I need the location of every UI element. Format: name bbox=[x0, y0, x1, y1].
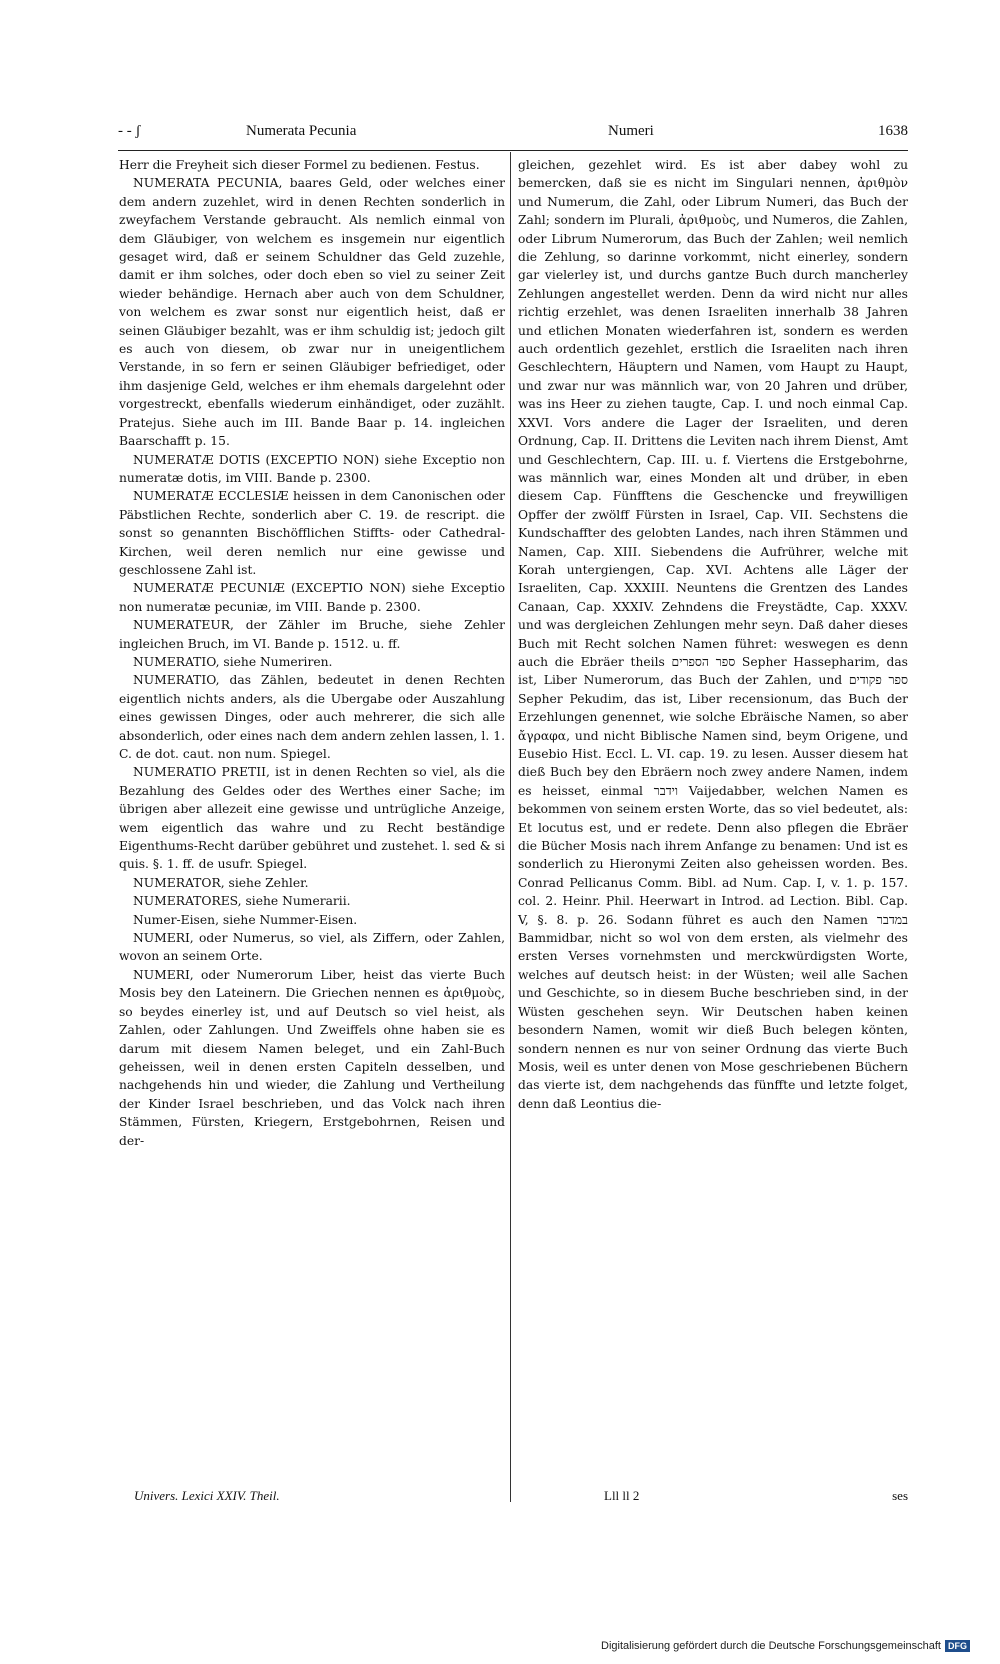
header-title-left: Numerata Pecunia bbox=[246, 123, 357, 139]
entry-numerator: NUMERATOR, siehe Zehler. bbox=[133, 875, 309, 890]
paragraph: Herr die Freyheit sich dieser Formel zu bedienen. Festus. bbox=[119, 158, 480, 172]
header-left-mark: - - ʃ bbox=[118, 123, 141, 139]
credit-text: Digitalisierung gefördert durch die Deutsche Forschungsgemeinschaft bbox=[601, 1640, 941, 1652]
right-column bbox=[518, 156, 908, 1113]
entry-numeratae-ecclesiae: NUMERATÆ ECCLESIÆ heissen in dem Canonischen oder Päbstlichen Rechte, sonderlich aber C. 19. de rescript. die sonst so genannten Bischöfflichen Stiffts- oder Cathedral-Kirchen, weil deren nemlich nur eine gewisse und geschlossene Zahl ist. bbox=[119, 489, 505, 577]
entry-numeratae-pecuniae: NUMERATÆ PECUNIÆ (EXCEPTIO NON) siehe Exceptio non numeratæ pecuniæ, im VIII. Bande p. 2300. bbox=[119, 581, 505, 614]
footer bbox=[118, 1488, 908, 1508]
entry-numeri-liber: NUMERI, oder Numerorum Liber, heist das vierte Buch Mosis bey den Lateinern. Die Griechen nennen es ἀριθμοὺς, so beydes einerley ist, und auf Deutsch so viel heist, als Zahlen, oder Zahlungen. Und Zweiffels ohne haben sie es darum mit diesem Namen beleget, und ein Zahl-Buch geheissen, weil in denen ersten Capiteln desselben, und nachgehends hin und wieder, die Zahlung und Vertheilung der Kinder Israel beschrieben, und das Volck nach ihren Stämmen, Fürsten, Kriegern, Erstgebohrnen, Reisen und der- bbox=[119, 967, 505, 1148]
column-divider bbox=[510, 152, 511, 1502]
entry-numeratio-ref: NUMERATIO, siehe Numeriren. bbox=[133, 654, 333, 669]
footer-catchword: ses bbox=[892, 1488, 908, 1503]
entry-numer-eisen: Numer-Eisen, siehe Nummer-Eisen. bbox=[133, 912, 358, 927]
entry-numeri-numerus: NUMERI, oder Numerus, so viel, als Ziffern, oder Zahlen, wovon an seinem Orte. bbox=[119, 931, 505, 964]
left-column bbox=[119, 156, 505, 1150]
running-head bbox=[118, 123, 908, 145]
footer-signature: Univers. Lexici XXIV. Theil. bbox=[134, 1488, 280, 1503]
page-number: 1638 bbox=[878, 123, 908, 139]
footer-sheet-mark: Lll ll 2 bbox=[604, 1488, 640, 1503]
entry-numeratae-dotis: NUMERATÆ DOTIS (EXCEPTIO NON) siehe Exceptio non numeratæ dotis, im VIII. Bande p. 2300. bbox=[119, 452, 505, 485]
entry-numeratio: NUMERATIO, das Zählen, bedeutet in denen Rechten eigentlich nichts anders, als die Ubergabe oder Auszahlung eines gewissen Dinges, oder auch mehrerer, die sich alle absonderlich, oder eines nach dem andern zehlen lassen, l. 1. C. de dot. caut. non num. Spiegel. bbox=[119, 673, 505, 761]
entry-numeratio-pretii: NUMERATIO PRETII, ist in denen Rechten so viel, als die Bezahlung des Geldes oder des Werthes einer Sache; im übrigen aber allezeit eine gewisse und untrügliche Anzeige, wem eigentlich das wahre und zu Recht beständige Eigenthums-Recht darüber gebühret und zustehet. l. sed & si quis. §. 1. ff. de usufr. Spiegel. bbox=[119, 765, 505, 872]
header-title-right: Numeri bbox=[608, 123, 654, 139]
digitization-credit bbox=[601, 1640, 970, 1652]
entry-numerata-pecunia: NUMERATA PECUNIA, baares Geld, oder welches einer dem andern zuzehlet, wird in denen Rechten sonderlich in zweyfachem Verstande gebraucht. Als nemlich einmal von dem Gläubiger, von welchem es insgemein nur eigentlich gesaget wird, daß er seinem Schuldner das Geld zuzehle, damit er ihm solches, oder doch eben so viel zu seiner Zeit wieder behändige. Hernach aber auch von dem Schuldner, von welchem es zwar sonst nur eigentlich heist, daß er seinen Gläubiger bezahlt, was er ihm schuldig ist; jedoch gilt es auch von diesem, ob zwar nur in uneigentlichem Verstande, in so fern er seinen Gläubiger befriediget, oder ihm dasjenige Geld, welches er ihm ehemals dargelehnt oder vorgestreckt, ebenfalls wiederum einhändiget, oder zuzählt. Pratejus. Siehe auch im III. Bande Baar p. 14. ingleichen Baarschafft p. 15. bbox=[119, 176, 505, 449]
entry-numerateur: NUMERATEUR, der Zähler im Bruche, siehe Zehler ingleichen Bruch, im VI. Bande p. 1512. u. ff. bbox=[119, 618, 505, 651]
entry-numeratores: NUMERATORES, siehe Numerarii. bbox=[133, 894, 351, 909]
dfg-logo: DFG bbox=[945, 1640, 970, 1652]
header-rule bbox=[118, 150, 908, 151]
paragraph-continued: gleichen, gezehlet wird. Es ist aber dabey wohl zu bemercken, daß sie es nicht im Singulari nennen, ἀριθμὸν und Numerum, die Zahl, oder Librum Numeri, das Buch der Zahl; sondern im Plurali, ἀριθμοὺς, und Numeros, die Zahlen, oder Librum Numerorum, das Buch der Zahlen; weil nemlich die Zehlung, so darinne vorkommt, nicht einerley, sondern gar vielerley ist, und durchs gantze Buch durch mancherley Zehlungen angestellet werden. Denn da wird nicht nur alles richtig erzehlet, was denen Israeliten innerhalb 38 Jahren und etlichen Monaten wiederfahren ist, sondern es werden auch ordentlich gezehlet, erstlich die Israeliten nach ihren Geschlechtern, Häuptern und Namen, vom Haupt zu Haupt, und zwar nur was männlich war, von 20 Jahren und drüber, was ins Heer zu ziehen taugte, Cap. I. und noch einmal Cap. XXVI. Vors andere die Lager der Israeliten, und deren Ordnung, Cap. II. Drittens die Leviten nach ihrem Dienst, Amt und Geschlechtern, Cap. III. u. f. Viertens die Erstgebohrne, was männlich war, eines Monden alt und drüber, in eben diesem Cap. Fünfftens die Geschencke und freywilligen Opffer der zwölff Fürsten in Israel, Cap. VII. Sechstens die Kundschaffter des gelobten Landes, nach ihren Stämmen und Namen, Cap. XIII. Siebendens die Aufrührer, welche mit Korah untergiengen, Cap. XVI. Achtens alle Läger der Israeliten, Cap. XXXIII. Neuntens die Grentzen des Landes Canaan, Cap. XXXIV. Zehndens die Freystädte, Cap. XXXV. und was dergleichen Zehlungen mehr seyn. Daß daher dieses Buch mit Recht solchen Namen führet: weswegen es denn auch die Ebräer theils ספר הספרים Sepher Hassepharim, das ist, Liber Numerorum, das Buch der Zahlen, und ספר פקודים Sepher Pekudim, das ist, Liber recensionum, das Buch der Erzehlungen genennet, wie solche Ebräische Namen, so aber ἄγραφα, und nicht Biblische Namen sind, beym Origene, und Eusebio Hist. Eccl. L. VI. cap. 19. zu lesen. Ausser diesem hat dieß Buch bey den Ebräern noch zwey andere Namen, indem es heisset, einmal וידבר Vaijedabber, welchen Namen es bekommen von seinem ersten Worte, das so viel bedeutet, als: Et locutus est, und er redete. Denn also pflegen die Ebräer die Bücher Mosis nach ihrem Anfange zu benamen: Und ist es sonderlich zu Hieronymi Zeiten also geheissen worden. Bes. Conrad Pellicanus Comm. Bibl. ad Num. Cap. I, v. 1. p. 157. col. 2. Heinr. Phil. Heerwart in Introd. ad Lection. Bibl. Cap. V, §. 8. p. 26. Sodann führet es auch den Namen במדבר Bammidbar, nicht so wol von dem ersten, als vielmehr des ersten Verses vornehmsten und merckwürdigsten Worte, welches auf deutsch heist: in der Wüsten; weil alle Sachen und Geschichte, so in diesem Buche beschrieben sind, in der Wüsten geschehen seyn. Wir Deutschen haben keinen besondern Namen, womit wir dieß Buch belegen könten, sondern nennen es nur von seiner Ordnung das vierte Buch Mosis, weil es unter denen von Mose geschriebenen Büchern das vierte ist, dem nachgehends das fünffte und letzte folget, denn daß Leontius die- bbox=[518, 158, 908, 1111]
